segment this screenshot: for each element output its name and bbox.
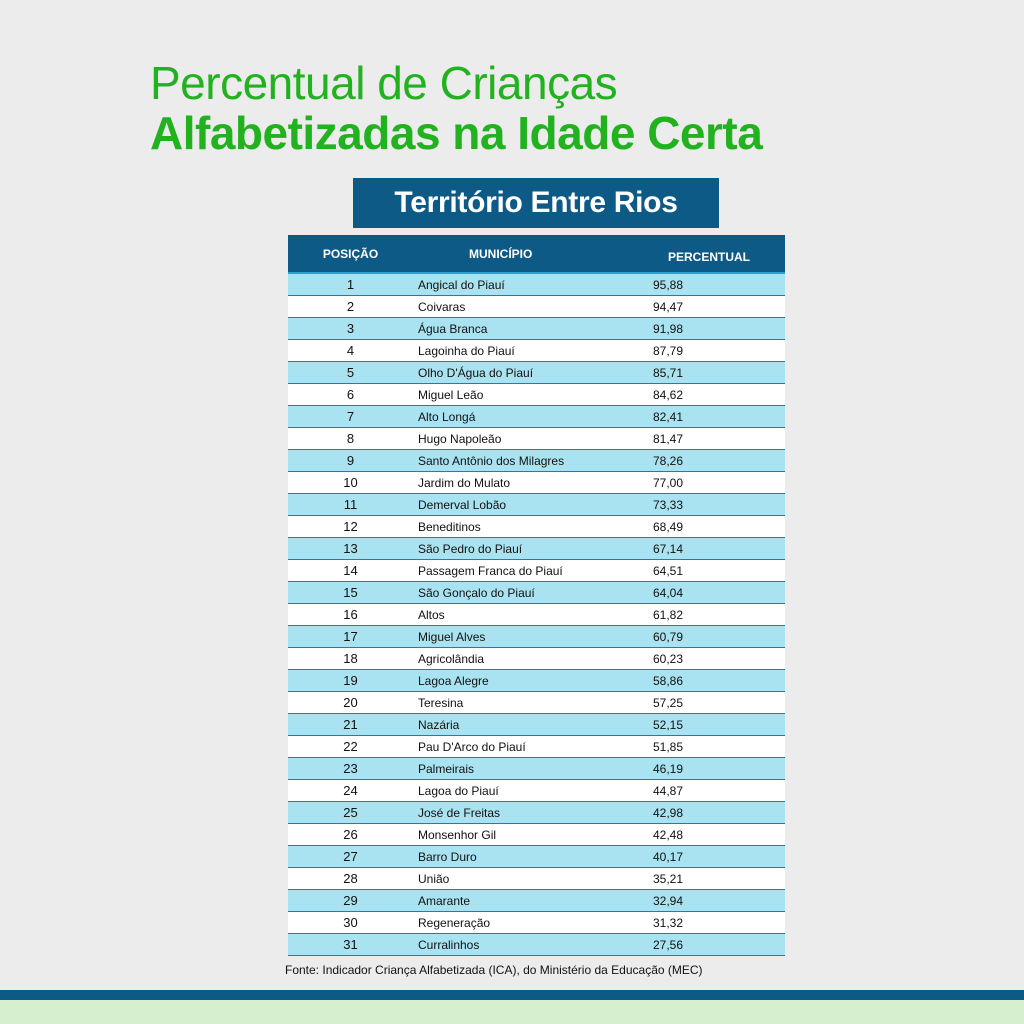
cell-municipality: Demerval Lobão xyxy=(418,497,507,512)
cell-municipality: Pau D'Arco do Piauí xyxy=(418,739,526,754)
cell-municipality: Curralinhos xyxy=(418,937,480,952)
cell-municipality: Angical do Piauí xyxy=(418,277,505,292)
cell-municipality: Monsenhor Gil xyxy=(418,827,497,842)
table-row xyxy=(288,714,785,736)
cell-percentage: 94,47 xyxy=(653,299,684,314)
table-header xyxy=(288,235,785,274)
cell-position: 27 xyxy=(343,849,358,864)
cell-percentage: 57,25 xyxy=(653,695,684,710)
table-row xyxy=(288,670,785,692)
cell-position: 9 xyxy=(346,453,355,468)
cell-municipality: Regeneração xyxy=(418,915,491,930)
table-row xyxy=(288,802,785,824)
table-row xyxy=(288,472,785,494)
header-percentage: PERCENTUAL xyxy=(667,249,750,264)
cell-municipality: Alto Longá xyxy=(418,409,476,424)
cell-municipality: Agricolândia xyxy=(418,651,485,666)
cell-municipality: Água Branca xyxy=(418,321,488,336)
cell-position: 29 xyxy=(343,893,358,908)
cell-municipality: Passagem Franca do Piauí xyxy=(418,563,563,578)
table-row xyxy=(288,428,785,450)
cell-percentage: 91,98 xyxy=(653,321,684,336)
cell-position: 23 xyxy=(343,761,358,776)
cell-percentage: 44,87 xyxy=(653,783,684,798)
cell-position: 5 xyxy=(346,365,355,380)
cell-municipality: Miguel Leão xyxy=(418,387,484,402)
cell-percentage: 64,51 xyxy=(653,563,684,578)
cell-position: 15 xyxy=(343,585,358,600)
cell-percentage: 64,04 xyxy=(653,585,684,600)
cell-percentage: 81,47 xyxy=(653,431,684,446)
cell-position: 16 xyxy=(343,607,358,622)
cell-position: 4 xyxy=(346,343,355,358)
cell-percentage: 84,62 xyxy=(653,387,684,402)
table-row xyxy=(288,450,785,472)
cell-position: 2 xyxy=(346,299,355,314)
cell-percentage: 68,49 xyxy=(653,519,684,534)
table-row xyxy=(288,318,785,340)
cell-position: 8 xyxy=(346,431,355,446)
table-row xyxy=(288,780,785,802)
footer-blue-bar xyxy=(0,990,1024,1000)
table-row xyxy=(288,692,785,714)
cell-municipality: Lagoa do Piauí xyxy=(418,783,499,798)
cell-position: 14 xyxy=(343,563,358,578)
cell-position: 7 xyxy=(346,409,355,424)
cell-position: 10 xyxy=(343,475,358,490)
cell-position: 12 xyxy=(343,519,358,534)
cell-percentage: 51,85 xyxy=(653,739,684,754)
table-row xyxy=(288,516,785,538)
cell-percentage: 61,82 xyxy=(653,607,684,622)
cell-percentage: 52,15 xyxy=(653,717,684,732)
table-body xyxy=(288,274,785,956)
cell-position: 20 xyxy=(343,695,358,710)
territory-banner: Território Entre Rios xyxy=(353,178,719,228)
header-municipality: MUNICÍPIO xyxy=(469,246,533,261)
table-row xyxy=(288,494,785,516)
page-title xyxy=(150,58,762,158)
table-row xyxy=(288,912,785,934)
cell-municipality: São Gonçalo do Piauí xyxy=(418,585,535,600)
cell-municipality: Palmeirais xyxy=(418,761,475,776)
cell-percentage: 73,33 xyxy=(653,497,684,512)
cell-position: 19 xyxy=(343,673,358,688)
cell-percentage: 32,94 xyxy=(653,893,684,908)
cell-percentage: 31,32 xyxy=(653,915,684,930)
cell-percentage: 60,23 xyxy=(653,651,684,666)
cell-municipality: Altos xyxy=(418,607,445,622)
cell-percentage: 42,98 xyxy=(653,805,684,820)
cell-municipality: Beneditinos xyxy=(418,519,481,534)
cell-percentage: 40,17 xyxy=(653,849,684,864)
cell-municipality: Lagoa Alegre xyxy=(418,673,489,688)
cell-municipality: Miguel Alves xyxy=(418,629,486,644)
cell-municipality: Amarante xyxy=(418,893,471,908)
cell-percentage: 95,88 xyxy=(653,277,684,292)
cell-municipality: Coivaras xyxy=(418,299,466,314)
cell-percentage: 77,00 xyxy=(653,475,684,490)
cell-position: 28 xyxy=(343,871,358,886)
cell-percentage: 60,79 xyxy=(653,629,684,644)
cell-percentage: 35,21 xyxy=(653,871,684,886)
table-row xyxy=(288,582,785,604)
cell-position: 24 xyxy=(343,783,358,798)
cell-position: 11 xyxy=(343,497,358,512)
title-line-2: Alfabetizadas na Idade Certa xyxy=(150,107,763,159)
cell-percentage: 58,86 xyxy=(653,673,684,688)
cell-percentage: 27,56 xyxy=(653,937,684,952)
cell-position: 30 xyxy=(343,915,358,930)
table-row xyxy=(288,296,785,318)
cell-municipality: Nazária xyxy=(418,717,460,732)
table-row xyxy=(288,538,785,560)
cell-percentage: 42,48 xyxy=(653,827,684,842)
source-note: Fonte: Indicador Criança Alfabetizada (ICA), do Ministério da Educação (MEC) xyxy=(285,963,703,977)
cell-position: 22 xyxy=(343,739,358,754)
cell-position: 13 xyxy=(343,541,358,556)
title-line-1: Percentual de Crianças xyxy=(150,57,618,109)
cell-municipality: José de Freitas xyxy=(418,805,501,820)
ranking-table xyxy=(288,235,785,956)
cell-municipality: Barro Duro xyxy=(418,849,477,864)
cell-position: 17 xyxy=(343,629,358,644)
cell-percentage: 82,41 xyxy=(653,409,684,424)
table-row xyxy=(288,758,785,780)
cell-percentage: 67,14 xyxy=(653,541,684,556)
cell-position: 25 xyxy=(343,805,358,820)
table-row xyxy=(288,340,785,362)
table-row xyxy=(288,560,785,582)
cell-position: 21 xyxy=(343,717,358,732)
cell-municipality: Olho D'Água do Piauí xyxy=(418,365,534,380)
table-row xyxy=(288,824,785,846)
cell-position: 18 xyxy=(343,651,358,666)
cell-municipality: Hugo Napoleão xyxy=(418,431,502,446)
table-row xyxy=(288,626,785,648)
table-row xyxy=(288,604,785,626)
table-row xyxy=(288,362,785,384)
cell-position: 26 xyxy=(343,827,358,842)
cell-percentage: 46,19 xyxy=(653,761,684,776)
cell-percentage: 87,79 xyxy=(653,343,684,358)
table-row xyxy=(288,274,785,296)
cell-municipality: União xyxy=(418,871,450,886)
cell-municipality: Santo Antônio dos Milagres xyxy=(418,453,565,468)
footer-green-bar xyxy=(0,1000,1024,1024)
cell-municipality: Teresina xyxy=(418,695,464,710)
cell-percentage: 78,26 xyxy=(653,453,684,468)
table-row xyxy=(288,384,785,406)
table-row xyxy=(288,736,785,758)
table-row xyxy=(288,934,785,956)
table-row xyxy=(288,406,785,428)
header-position: POSIÇÃO xyxy=(322,246,379,261)
cell-position: 31 xyxy=(343,937,358,952)
cell-municipality: Jardim do Mulato xyxy=(418,475,511,490)
cell-percentage: 85,71 xyxy=(653,365,684,380)
table-row xyxy=(288,648,785,670)
table-row xyxy=(288,868,785,890)
table-row xyxy=(288,846,785,868)
cell-position: 6 xyxy=(346,387,355,402)
cell-municipality: Lagoinha do Piauí xyxy=(418,343,515,358)
cell-position: 1 xyxy=(346,277,355,292)
table-row xyxy=(288,890,785,912)
cell-position: 3 xyxy=(346,321,355,336)
cell-municipality: São Pedro do Piauí xyxy=(418,541,523,556)
